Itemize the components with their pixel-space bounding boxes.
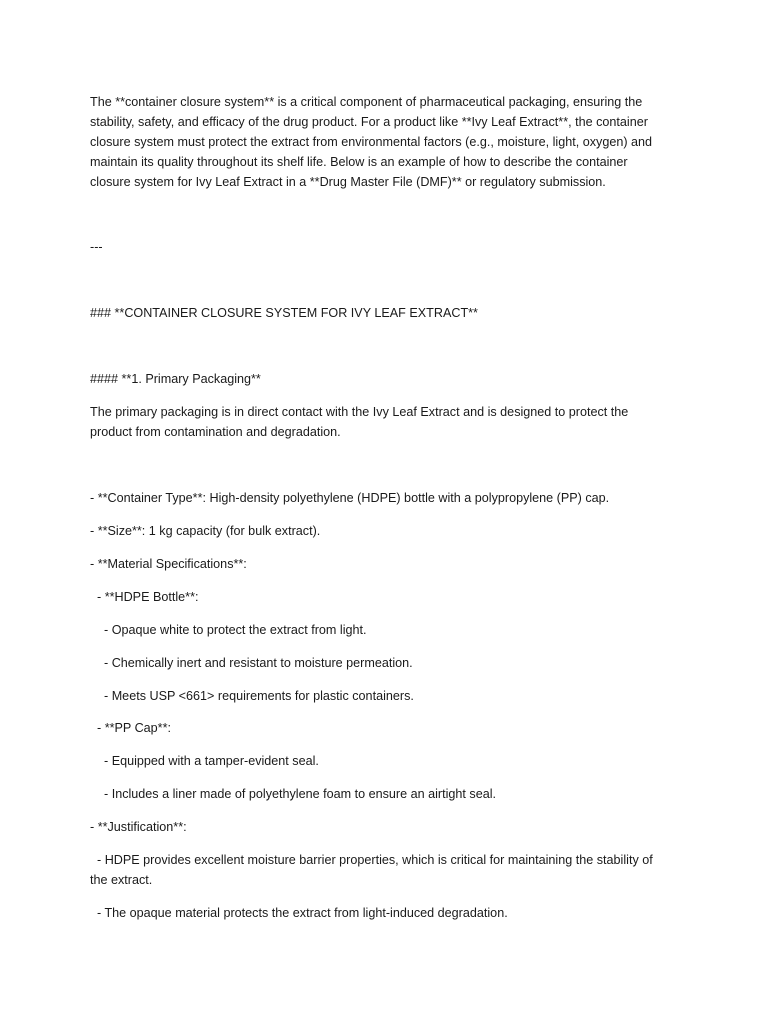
list-item-size: - **Size**: 1 kg capacity (for bulk extract). bbox=[90, 524, 321, 538]
list-item-justification: - **Justification**: bbox=[90, 820, 187, 834]
separator: --- bbox=[90, 240, 103, 254]
primary-packaging-description: The primary packaging is in direct contact with the Ivy Leaf Extract and is designed to protect the product from contamination and degradation. bbox=[90, 405, 632, 439]
list-item-liner: - Includes a liner made of polyethylene foam to ensure an airtight seal. bbox=[90, 787, 497, 801]
list-item-opaque-light: - The opaque material protects the extract from light-induced degradation. bbox=[90, 906, 508, 920]
subsection-heading: #### **1. Primary Packaging** bbox=[90, 372, 261, 386]
list-item-usp-661: - Meets USP <661> requirements for plastic containers. bbox=[90, 689, 414, 703]
intro-paragraph: The **container closure system** is a critical component of pharmaceutical packaging, ensuring the stability, safety, and efficacy of the drug product. For a product like **Ivy Leaf Extract**, the container closure system must protect the extract from environmental factors (e.g., moisture, light, oxygen) and maintain its quality throughout its shelf life. Below is an example of how to describe the container closure system for Ivy Leaf Extract in a **Drug Master File (DMF)** or regulatory submission. bbox=[90, 95, 656, 189]
list-item-pp-cap: - **PP Cap**: bbox=[90, 721, 171, 735]
list-item-tamper-evident: - Equipped with a tamper-evident seal. bbox=[90, 754, 319, 768]
list-item-hdpe-moisture: - HDPE provides excellent moisture barrier properties, which is critical for maintaining the stability of the extract. bbox=[90, 853, 657, 887]
list-item-container-type: - **Container Type**: High-density polyethylene (HDPE) bottle with a polypropylene (PP) cap. bbox=[90, 491, 610, 505]
list-item-material-specs: - **Material Specifications**: bbox=[90, 557, 247, 571]
section-heading: ### **CONTAINER CLOSURE SYSTEM FOR IVY LEAF EXTRACT** bbox=[90, 306, 478, 320]
list-item-chemically-inert: - Chemically inert and resistant to moisture permeation. bbox=[90, 656, 413, 670]
list-item-opaque-white: - Opaque white to protect the extract from light. bbox=[90, 623, 367, 637]
list-item-hdpe-bottle: - **HDPE Bottle**: bbox=[90, 590, 199, 604]
